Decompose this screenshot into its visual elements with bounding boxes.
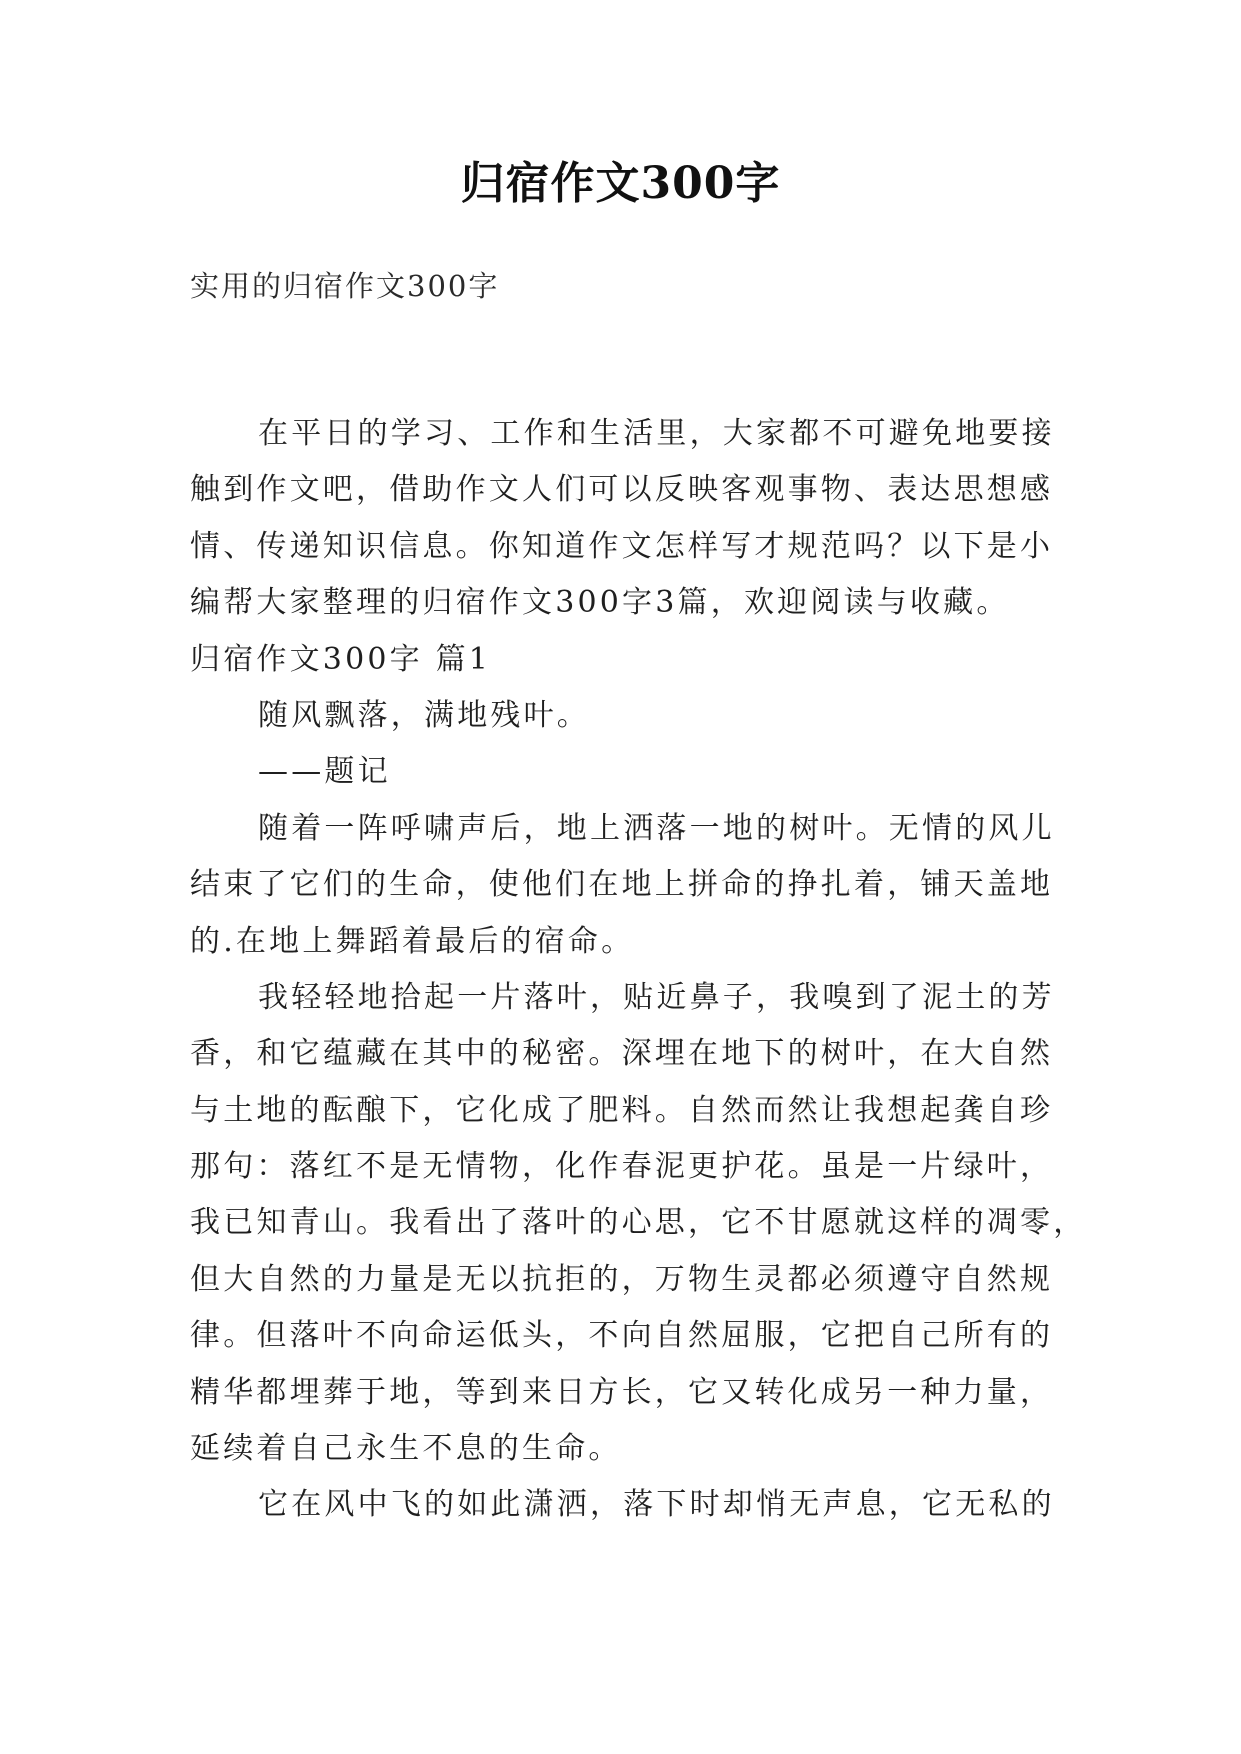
document-subtitle: 实用的归宿作文300字 (190, 269, 500, 303)
text-line: 但大自然的力量是无以抗拒的，万物生灵都必须遵守自然规 (190, 1261, 1054, 1297)
document-body (190, 406, 1087, 1534)
text-line: 精华都埋葬于地，等到来日方长，它又转化成另一种力量， (190, 1374, 1054, 1410)
text-line: 与土地的酝酿下，它化成了肥料。自然而然让我想起龚自珍 (190, 1092, 1054, 1128)
text-line: 我轻轻地拾起一片落叶，贴近鼻子，我嗅到了泥土的芳 (258, 979, 1055, 1015)
text-line: 延续着自己永生不息的生命。 (190, 1431, 622, 1467)
text-line: 律。但落叶不向命运低头，不向自然屈服，它把自己所有的 (190, 1318, 1054, 1354)
text-line: 在平日的学习、工作和生活里，大家都不可避免地要接 (258, 416, 1055, 451)
text-line: 归宿作文300字 篇1 (190, 641, 492, 677)
text-line: 我已知青山。我看出了落叶的心思，它不甘愿就这样的凋零， (190, 1205, 1087, 1241)
text-line: 它在风中飞的如此潇洒，落下时却悄无声息，它无私的 (258, 1487, 1055, 1523)
text-line: 的.在地上舞蹈着最后的宿命。 (190, 923, 635, 959)
text-line: 编帮大家整理的归宿作文300字3篇，欢迎阅读与收藏。 (190, 585, 1010, 621)
text-line: 随风飘落，满地残叶。 (258, 697, 590, 733)
document-title: 归宿作文300字 (460, 158, 781, 209)
text-line: 结束了它们的生命，使他们在地上拼命的挣扎着，铺天盖地 (190, 867, 1054, 903)
text-line: 触到作文吧，借助作文人们可以反映客观事物、表达思想感 (190, 472, 1054, 508)
text-line: 情、传递知识信息。你知道作文怎样写才规范吗？以下是小 (190, 528, 1054, 564)
text-line: 香，和它蕴藏在其中的秘密。深埋在地下的树叶，在大自然 (190, 1036, 1054, 1072)
text-line: 那句：落红不是无情物，化作春泥更护花。虽是一片绿叶， (190, 1149, 1054, 1185)
text-line: 随着一阵呼啸声后，地上洒落一地的树叶。无情的风儿 (258, 810, 1055, 846)
text-line: ——题记 (258, 754, 391, 790)
